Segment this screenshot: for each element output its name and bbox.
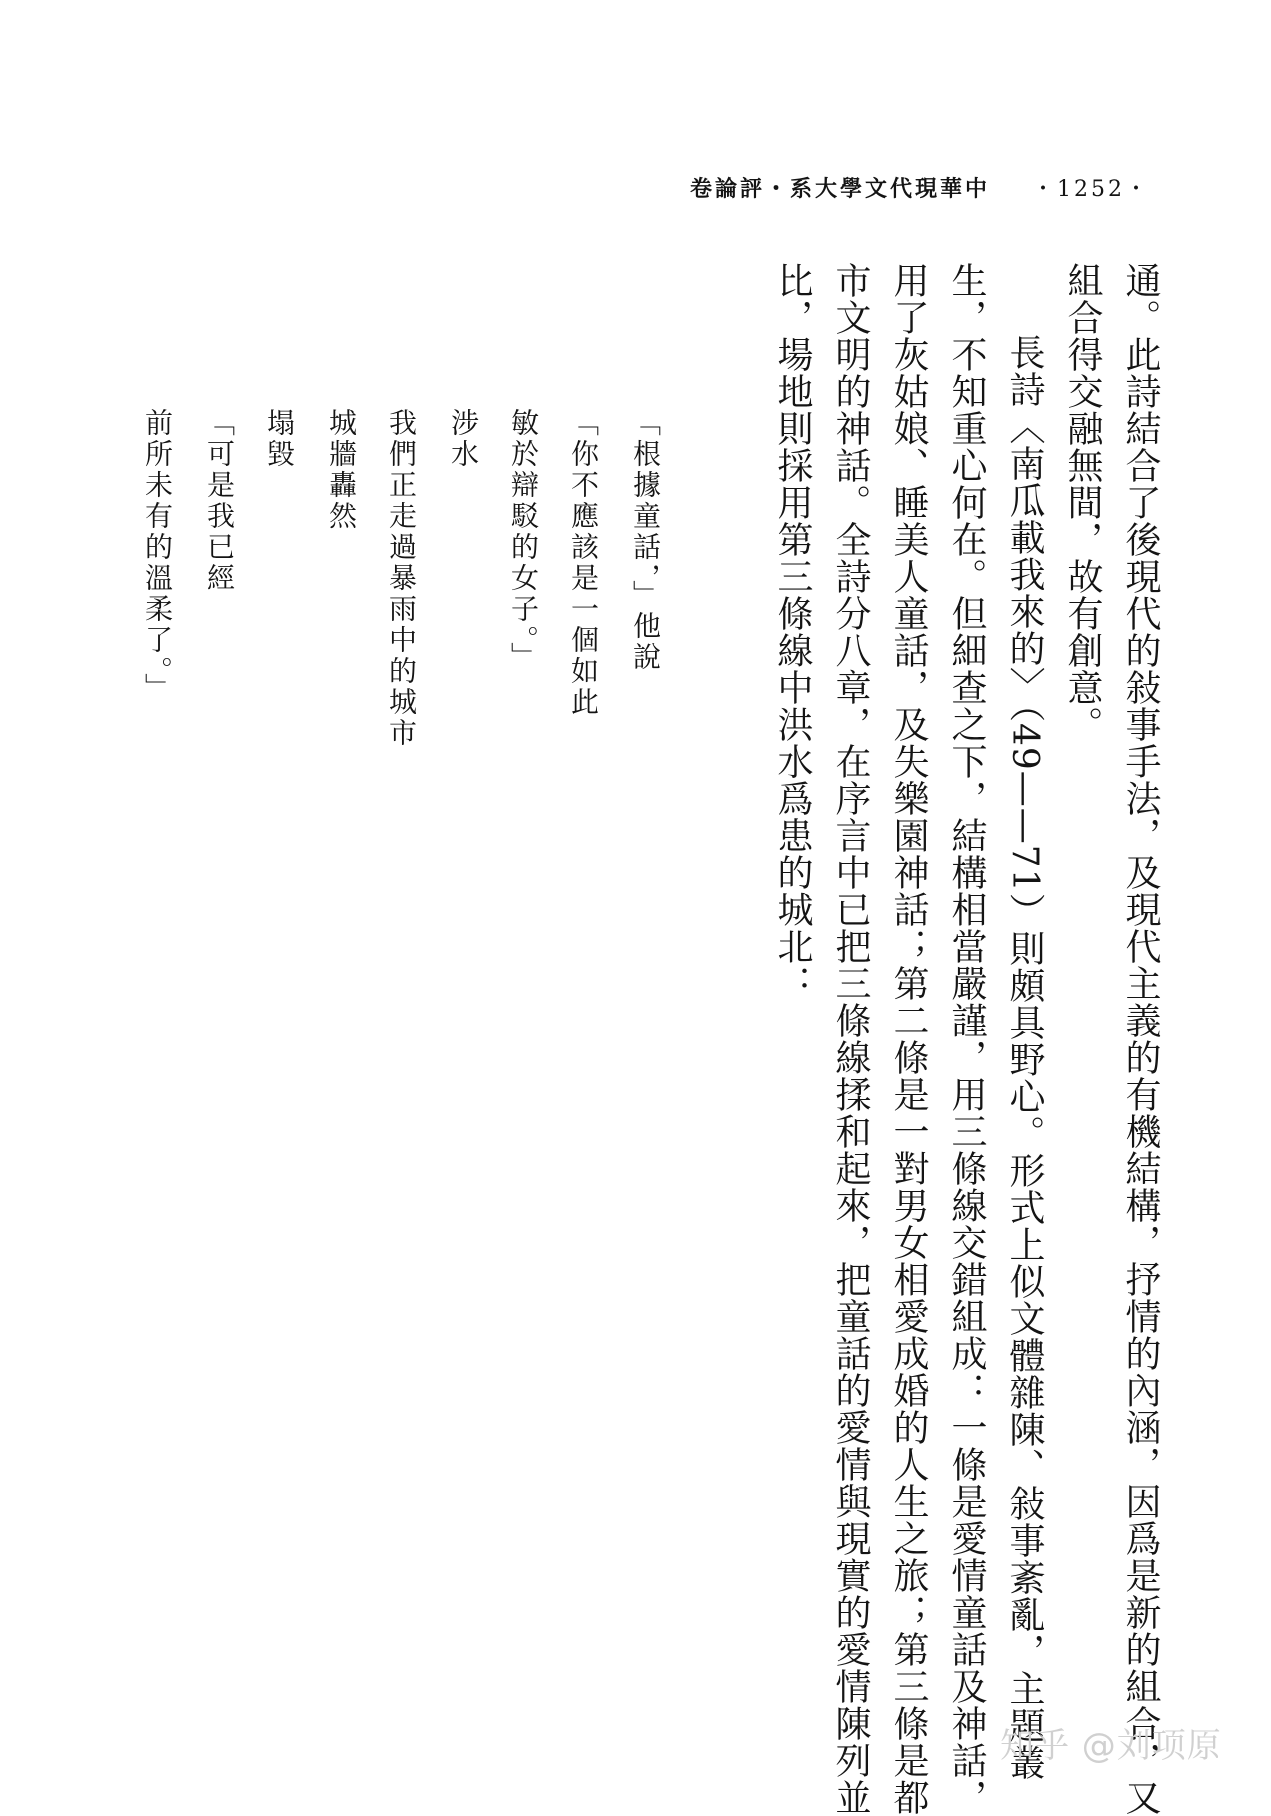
poem-line: 「可是我已經 <box>203 408 236 594</box>
text-column: 用了灰姑娘、睡美人童話，及失樂園神話；第二條是一對男女相愛成婚的人生之旅；第三條是都 <box>888 262 929 1816</box>
poem-line: 前所未有的溫柔了。」 <box>141 408 174 704</box>
poem-line: 敏於辯駁的女子。」 <box>507 408 540 673</box>
poem-line: 城牆轟然 <box>325 408 358 532</box>
watermark: 知乎 @刘项原 <box>1000 1726 1222 1766</box>
text-column: 市文明的神話。全詩分八章，在序言中已把三條線揉和起來，把童話的愛情與現實的愛情陳列並 <box>830 262 871 1816</box>
book-title: 卷論評・系大學文代現華中 <box>690 176 991 202</box>
text-column: 比，場地則採用第三條線中洪水爲患的城北： <box>772 262 813 1002</box>
text-column: 長詩〈南瓜載我來的〉（49——71）則頗具野心。形式上似文體雜陳、敍事紊亂，主題叢 <box>1004 334 1045 1781</box>
text-column: 組合得交融無間，故有創意。 <box>1062 262 1103 743</box>
poem-line: 「你不應該是一個如此 <box>567 408 600 718</box>
poem-line: 塌毀 <box>263 408 296 470</box>
poem-line: 涉水 <box>447 408 480 470</box>
text-column: 通。此詩結合了後現代的敍事手法，及現代主義的有機結構，抒情的內涵，因爲是新的組合，又 <box>1120 262 1161 1816</box>
text-column: 生，不知重心何在。但細查之下，結構相當嚴謹，用三條線交錯組成：一條是愛情童話及神話， <box>946 262 987 1816</box>
running-header <box>690 172 1150 203</box>
poem-line: 我們正走過暴雨中的城市 <box>385 408 418 749</box>
page-number: ・1252・ <box>1032 177 1150 202</box>
poem-line: 「根據童話，」他說 <box>629 408 662 673</box>
